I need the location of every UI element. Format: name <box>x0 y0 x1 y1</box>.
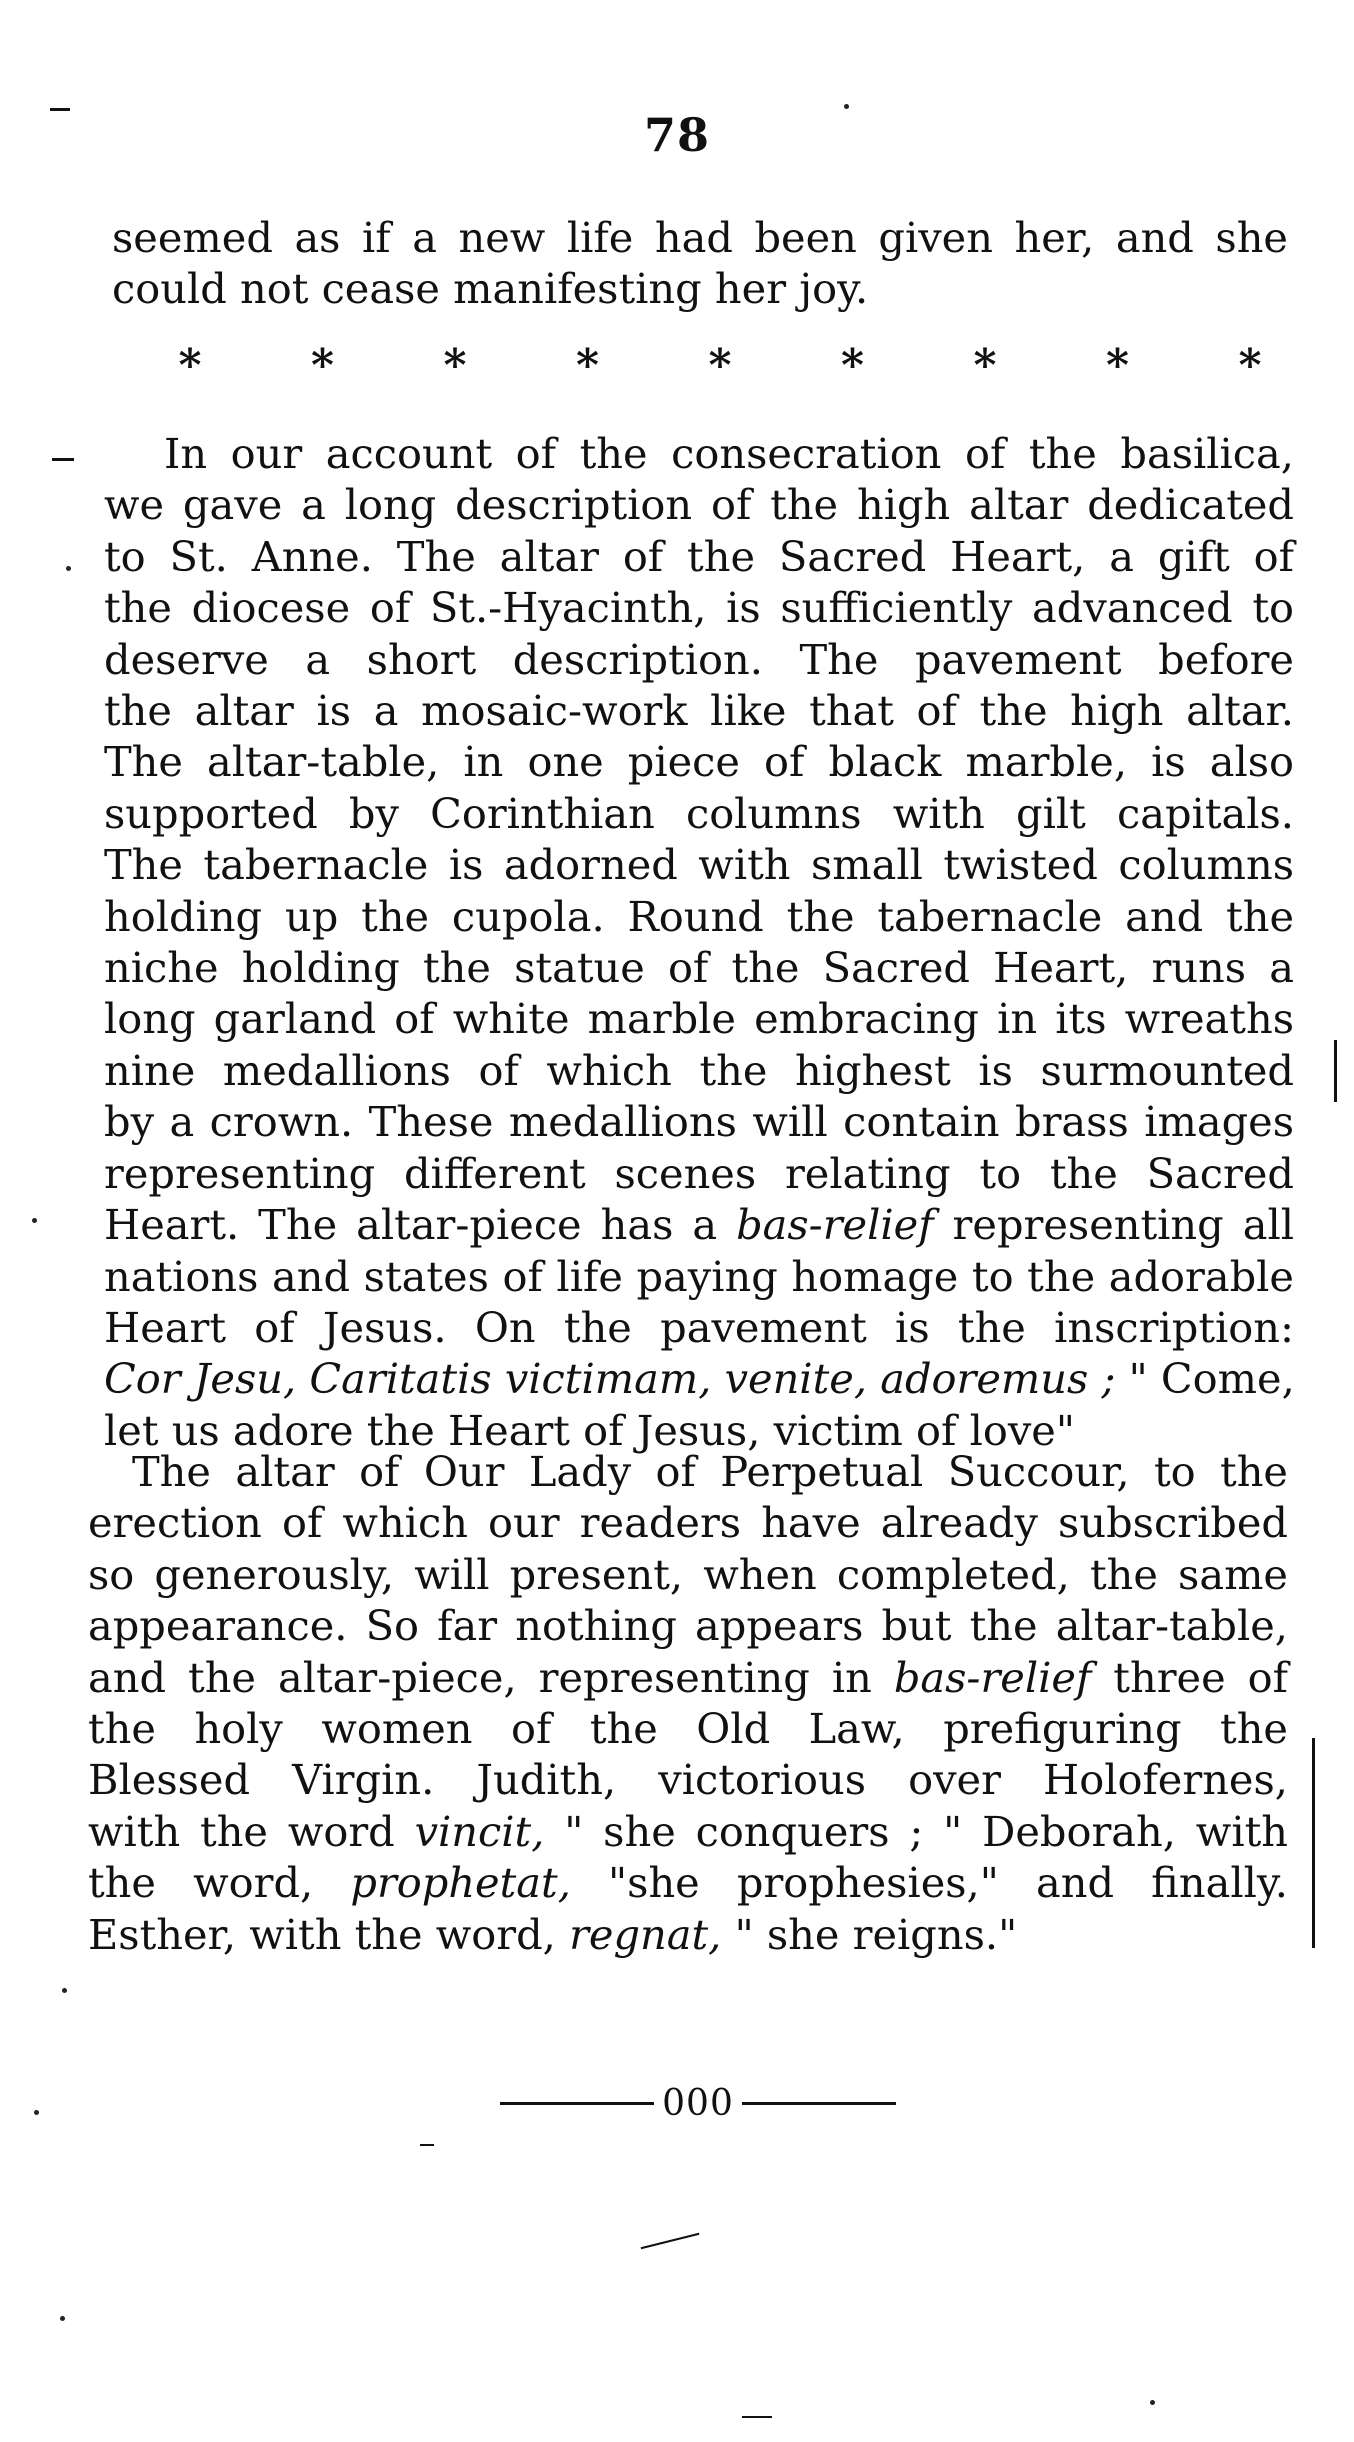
italic-text: vincit, <box>414 1806 545 1856</box>
page-number: 78 <box>643 108 710 162</box>
text-segment: with the word <box>88 1806 415 1856</box>
text-line: could not cease manifesting her joy. <box>112 264 869 314</box>
italic-text: regnat, <box>569 1909 722 1959</box>
asterisk: * <box>1238 340 1262 391</box>
asterisk: * <box>708 340 732 391</box>
asterisk: * <box>575 340 599 391</box>
text-line: long garland of white marble embracing in its wreaths <box>104 994 1294 1044</box>
separator-rule-left <box>500 2102 654 2105</box>
text-segment: " she reigns." <box>721 1909 1018 1959</box>
text-line: niche holding the statue of the Sacred Heart, runs a <box>104 943 1294 993</box>
text-line: seemed as if a new life had been given her, and she <box>112 213 1288 262</box>
text-line: In our account of the consecration of the basilica, <box>164 429 1294 478</box>
paragraph-perpetual-succour-altar <box>88 1446 1288 1960</box>
text-line: by a crown. These medallions will contain brass images <box>104 1097 1294 1147</box>
text-line <box>104 1353 1294 1404</box>
italic-text: prophetat, <box>350 1858 571 1908</box>
text-segment: three of <box>1091 1652 1288 1702</box>
text-line: deserve a short description. The pavement before <box>104 634 1294 684</box>
asterisk: * <box>178 340 202 391</box>
text-line: nations and states of life paying homage to the adorable <box>104 1251 1294 1301</box>
text-line: Heart of Jesus. On the pavement is the inscription: <box>104 1302 1294 1352</box>
italic-text: bas-relief <box>736 1200 934 1250</box>
text-segment: Heart. The altar-piece has a <box>104 1200 737 1250</box>
asterisk: * <box>973 340 997 391</box>
margin-bar-mark <box>1312 1738 1315 1948</box>
text-line: The altar of Our Lady of Perpetual Succour, to the <box>132 1447 1288 1496</box>
text-segment: the word, <box>88 1858 351 1908</box>
paragraph-sacred-heart-altar <box>104 428 1294 1456</box>
text-segment: Esther, with the word, <box>88 1909 570 1959</box>
text-line <box>88 1909 1288 1960</box>
text-line <box>88 1652 1288 1703</box>
text-line: nine medallions of which the highest is surmounted <box>104 1045 1294 1095</box>
print-speck <box>844 104 849 109</box>
print-speck <box>34 2110 39 2115</box>
latin-inscription: Cor Jesu, Caritatis victimam, venite, adoremus ; <box>104 1354 1116 1404</box>
text-line <box>88 1806 1288 1857</box>
separator-rule-right <box>742 2102 896 2105</box>
text-segment: representing all <box>933 1200 1294 1250</box>
separator-mark: 000 <box>662 2082 734 2124</box>
text-line: holding up the cupola. Round the tabernacle and the <box>104 891 1294 941</box>
text-line: the diocese of St.-Hyacinth, is sufficiently advanced to <box>104 583 1294 633</box>
margin-bar-mark <box>1334 1040 1337 1102</box>
text-segment: " she conquers ; " Deborah, with <box>544 1806 1288 1856</box>
italic-text: bas-relief <box>893 1652 1092 1702</box>
text-line: erection of which our readers have already subscribed <box>88 1498 1288 1548</box>
print-speck <box>32 1218 37 1223</box>
print-speck <box>66 566 71 571</box>
text-line: supported by Corinthian columns with gilt capitals. <box>104 788 1294 838</box>
text-line: appearance. So far nothing appears but the altar-table, <box>88 1601 1288 1651</box>
text-line: representing different scenes relating to the Sacred <box>104 1148 1294 1198</box>
asterisk: * <box>840 340 864 391</box>
text-segment: " Come, <box>1115 1354 1295 1404</box>
text-line <box>88 1857 1288 1908</box>
text-line: Blessed Virgin. Judith, victorious over Holofernes, <box>88 1755 1288 1805</box>
margin-dash-mark <box>50 108 70 111</box>
margin-dash-mark <box>420 2144 434 2146</box>
text-line: we gave a long description of the high altar dedicated <box>104 480 1294 530</box>
print-speck <box>1150 2400 1155 2405</box>
print-speck <box>60 2316 65 2321</box>
margin-dash-mark <box>641 2233 700 2249</box>
text-line: the altar is a mosaic-work like that of the high altar. <box>104 686 1294 736</box>
text-line: The tabernacle is adorned with small twisted columns <box>104 840 1294 890</box>
margin-dash-mark <box>52 458 74 461</box>
text-line: the holy women of the Old Law, prefiguring the <box>88 1704 1288 1754</box>
text-line <box>104 1199 1294 1250</box>
text-line: The altar-table, in one piece of black marble, is also <box>104 737 1294 787</box>
margin-dash-mark <box>742 2416 772 2418</box>
asterisk: * <box>310 340 334 391</box>
print-speck <box>62 1988 67 1993</box>
text-segment: "she prophesies," and finally. <box>570 1858 1288 1908</box>
text-line: let us adore the Heart of Jesus, victim of love" <box>104 1405 1075 1455</box>
section-break-asterisks <box>170 340 1270 391</box>
text-segment: and the altar-piece, representing in <box>88 1652 894 1702</box>
continuation-text <box>112 212 1288 315</box>
text-line: so generously, will present, when completed, the same <box>88 1549 1288 1599</box>
asterisk: * <box>443 340 467 391</box>
section-separator <box>500 2078 896 2128</box>
text-line: to St. Anne. The altar of the Sacred Heart, a gift of <box>104 531 1294 581</box>
asterisk: * <box>1105 340 1129 391</box>
